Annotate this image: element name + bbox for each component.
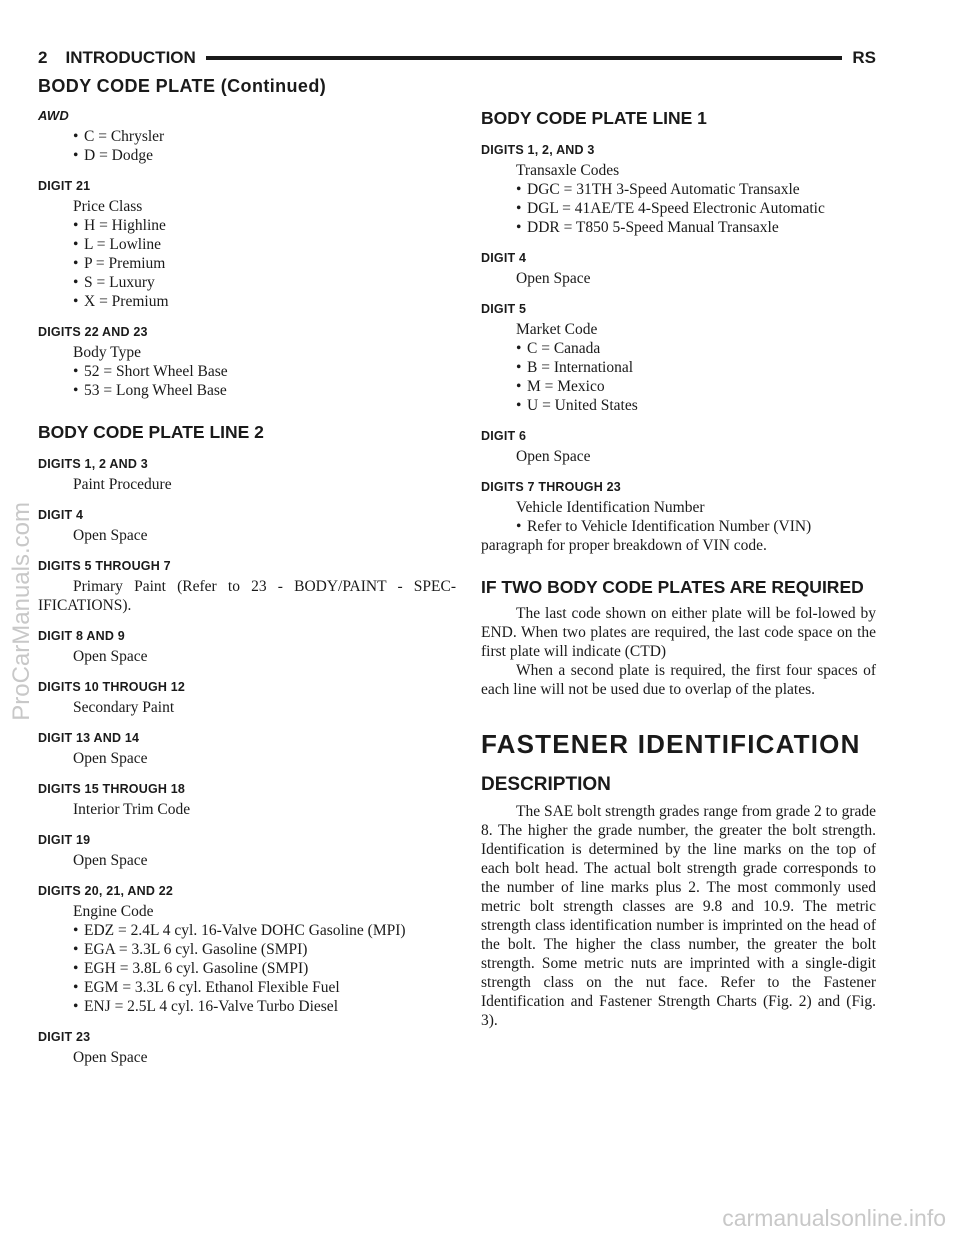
- digit-label: DIGITS 1, 2, AND 3: [481, 143, 595, 157]
- digit-label: DIGIT 13 AND 14: [38, 731, 140, 745]
- digit-desc: Open Space: [73, 648, 148, 665]
- digit-desc: Price Class: [73, 198, 143, 215]
- digit-label: DIGIT 19: [38, 833, 91, 847]
- list-item: • U = United States: [481, 396, 876, 415]
- model-code: RS: [852, 48, 876, 67]
- digit-desc: Open Space: [73, 527, 148, 544]
- digit-label: DIGITS 10 THROUGH 12: [38, 680, 186, 694]
- list-item: • P = Premium: [38, 254, 456, 273]
- list-item: • H = Highline: [38, 216, 456, 235]
- digit-label: DIGIT 5: [481, 302, 527, 316]
- list-item: • C = Chrysler: [38, 127, 456, 146]
- digit-desc: Secondary Paint: [73, 699, 175, 716]
- digit-label: DIGIT 4: [481, 251, 527, 265]
- digit-desc: Engine Code: [73, 903, 154, 920]
- list-item: • DDR = T850 5-Speed Manual Transaxle: [481, 218, 876, 237]
- digit-desc: Open Space: [73, 750, 148, 767]
- chapter-heading: FASTENER IDENTIFICATION: [481, 729, 861, 759]
- list-item: • Refer to Vehicle Identification Number (VIN) paragraph for proper breakdown of VIN code.: [481, 517, 876, 555]
- digit-label: DIGITS 7 THROUGH 23: [481, 480, 621, 494]
- list-item: • 53 = Long Wheel Base: [38, 381, 456, 400]
- digit-label: DIGITS 5 THROUGH 7: [38, 559, 171, 573]
- digit-label: DIGIT 21: [38, 179, 91, 193]
- section-title: INTRODUCTION: [65, 48, 196, 67]
- section-heading: BODY CODE PLATE LINE 1: [481, 108, 707, 128]
- list-item: • EGM = 3.3L 6 cyl. Ethanol Flexible Fuel: [38, 978, 456, 997]
- page-header: [38, 44, 876, 72]
- list-item: • EGA = 3.3L 6 cyl. Gasoline (SMPI): [38, 940, 456, 959]
- digit-label: DIGIT 4: [38, 508, 84, 522]
- paragraph: The last code shown on either plate will be fol-lowed by END. When two plates are required, the last code space on the first plate will indicate (CTD): [481, 605, 876, 660]
- digit-label: DIGITS 1, 2 AND 3: [38, 457, 148, 471]
- digit-label: DIGIT 23: [38, 1030, 91, 1044]
- digit-desc: Body Type: [73, 344, 141, 361]
- digit-desc: Open Space: [516, 448, 591, 465]
- side-watermark: ProCarManuals.com: [8, 502, 35, 721]
- digit-desc: Open Space: [73, 1049, 148, 1066]
- list-item: • X = Premium: [38, 292, 456, 311]
- page-number: 2: [38, 48, 48, 67]
- continued-title: BODY CODE PLATE (Continued): [38, 76, 327, 96]
- left-column: [38, 108, 456, 1067]
- paragraph: When a second plate is required, the first four spaces of each line will not be used due to overlap of the plates.: [481, 662, 876, 698]
- digit-label: DIGITS 20, 21, AND 22: [38, 884, 174, 898]
- digit-label: DIGIT 6: [481, 429, 527, 443]
- list-item: • D = Dodge: [38, 146, 456, 165]
- digit-desc: Open Space: [73, 852, 148, 869]
- list-item: • 52 = Short Wheel Base: [38, 362, 456, 381]
- digit-desc: Transaxle Codes: [516, 162, 620, 179]
- right-column: [481, 108, 876, 1030]
- list-item: • ENJ = 2.5L 4 cyl. 16-Valve Turbo Diesel: [38, 997, 456, 1016]
- digit-desc: Vehicle Identification Number: [516, 499, 705, 516]
- list-item: • M = Mexico: [481, 377, 876, 396]
- list-item: • S = Luxury: [38, 273, 456, 292]
- list-item: • B = International: [481, 358, 876, 377]
- digit-desc: Interior Trim Code: [73, 801, 191, 818]
- digit-label: DIGITS 22 AND 23: [38, 325, 148, 339]
- digit-desc: Primary Paint (Refer to 23 - BODY/PAINT - SPEC-IFICATIONS).: [38, 578, 456, 614]
- digit-desc: Market Code: [516, 321, 598, 338]
- list-item: • C = Canada: [481, 339, 876, 358]
- list-item: • EDZ = 2.4L 4 cyl. 16-Valve DOHC Gasoline (MPI): [38, 921, 456, 940]
- section-heading: DESCRIPTION: [481, 774, 611, 795]
- section-heading: IF TWO BODY CODE PLATES ARE REQUIRED: [481, 577, 864, 597]
- list-item: • EGH = 3.8L 6 cyl. Gasoline (SMPI): [38, 959, 456, 978]
- footer-watermark: carmanualsonline.info: [722, 1205, 946, 1231]
- list-item: • DGL = 41AE/TE 4-Speed Electronic Automatic: [481, 199, 876, 218]
- digit-desc: Paint Procedure: [73, 476, 172, 493]
- digit-desc: Open Space: [516, 270, 591, 287]
- section-heading: BODY CODE PLATE LINE 2: [38, 422, 264, 442]
- digit-label: DIGIT 8 AND 9: [38, 629, 125, 643]
- header-rule: [206, 56, 843, 60]
- list-item: • L = Lowline: [38, 235, 456, 254]
- list-item: • DGC = 31TH 3-Speed Automatic Transaxle: [481, 180, 876, 199]
- digit-label: DIGITS 15 THROUGH 18: [38, 782, 186, 796]
- paragraph: The SAE bolt strength grades range from grade 2 to grade 8. The higher the grade number, the greater the bolt strength. Identification is determined by the line marks on the top of each bolt head. The actual bolt strength grade corresponds to the number of line marks plus 2. The most commonly used metric bolt strength classes are 9.8 and 10.9. The metric strength class identification number is imprinted on the head of the bolt. The higher the class number, the greater the bolt strength. Some metric nuts are imprinted with a single-digit strength class on the nut face. Refer to the Fastener Identification and Fastener Strength Charts (Fig. 2) and (Fig. 3).: [481, 803, 876, 1029]
- awd-label: AWD: [38, 108, 69, 123]
